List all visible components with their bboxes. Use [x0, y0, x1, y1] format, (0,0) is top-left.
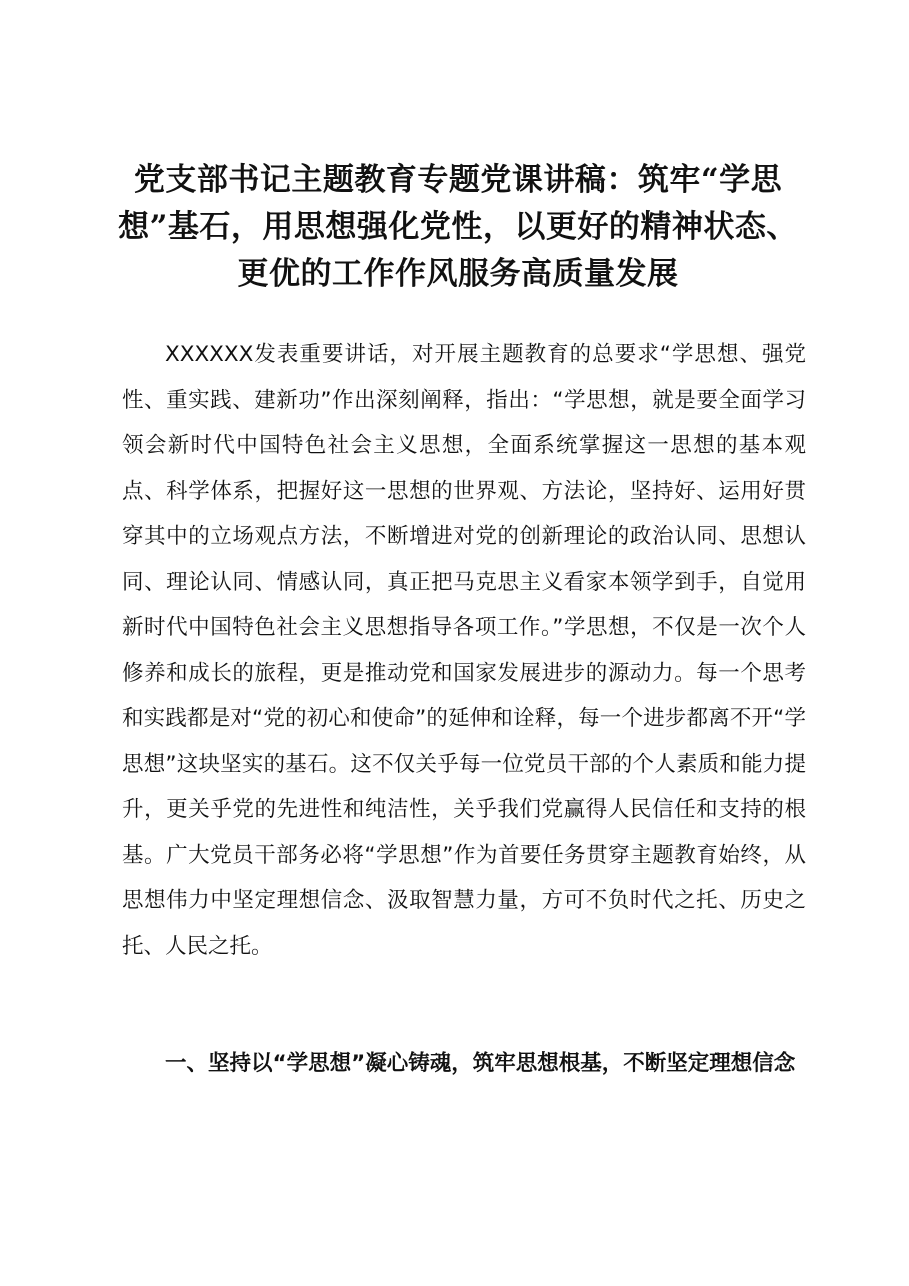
document-title: 党支部书记主题教育专题党课讲稿：筑牢“学思想”基石，用思想强化党性，以更好的精神状态、更优的工作作风服务高质量发展: [118, 162, 798, 292]
body-paragraph: XXXXXX发表重要讲话，对开展主题教育的总要求“学思想、强党性、重实践、建新功”作出深刻阐释，指出：“学思想，就是要全面学习领会新时代中国特色社会主义思想，全面系统掌握这一思想的基本观点、科学体系，把握好这一思想的世界观、方法论，坚持好、运用好贯穿其中的立场观点方法，不断增进对党的创新理论的政治认同、思想认同、理论认同、情感认同，真正把马克思主义看家本领学到手，自觉用新时代中国特色社会主义思想指导各项工作。”学思想，不仅是一次个人修养和成长的旅程，更是推动党和国家发展进步的源动力。每一个思考和实践都是对“党的初心和使命”的延伸和诠释，每一个进步都离不开“学思想”这块坚实的基石。这不仅关乎每一位党员干部的个人素质和能力提升，更关乎党的先进性和纯洁性，关乎我们党赢得人民信任和支持的根基。广大党员干部务必将“学思想”作为首要任务贯穿主题教育始终，从思想伟力中坚定理想信念、汲取智慧力量，方可不负时代之托、历史之托、人民之托。: [122, 342, 806, 959]
section-heading: 一、坚持以“学思想”凝心铸魂，筑牢思想根基，不断坚定理想信念: [165, 1051, 796, 1076]
